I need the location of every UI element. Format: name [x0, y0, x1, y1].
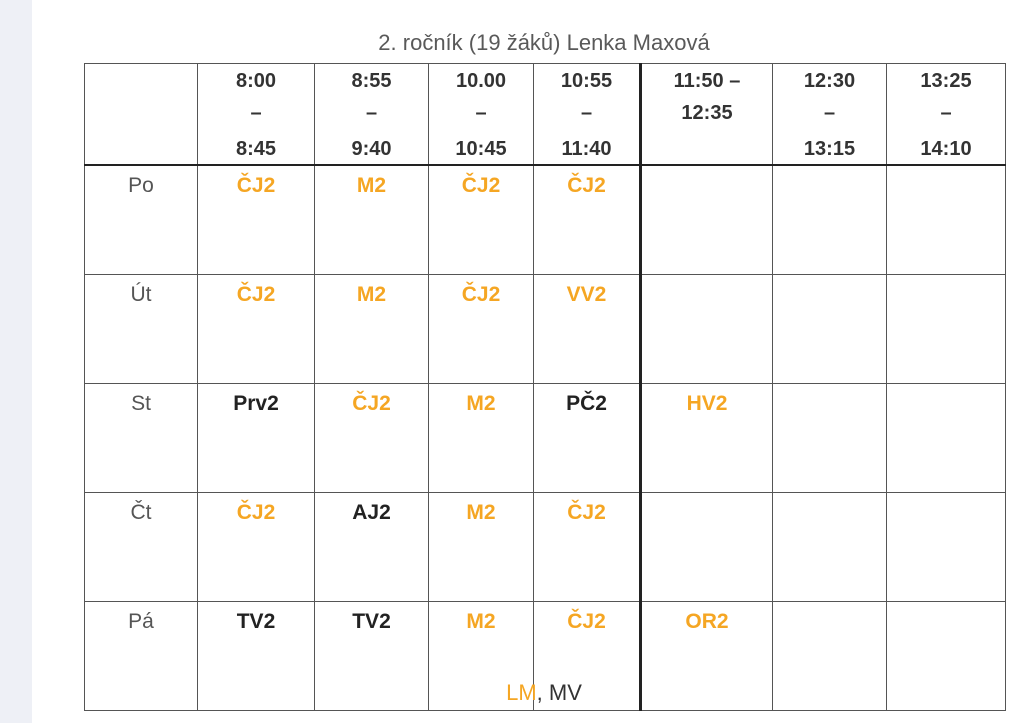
day-row [85, 493, 1006, 602]
period-end: 10:45 [455, 138, 507, 160]
lesson-cell [773, 493, 887, 602]
day-label: Út [85, 275, 198, 384]
period-start: 10:55 [560, 70, 613, 92]
left-margin-strip [0, 0, 32, 723]
lesson-cell [773, 275, 887, 384]
lesson-subject: M2 [466, 501, 496, 524]
lesson-cell [641, 275, 773, 384]
lesson-cell [534, 165, 641, 275]
period-end: 9:40 [351, 138, 392, 160]
lesson-subject: ČJ2 [461, 283, 501, 306]
timetable-body [85, 165, 1006, 711]
lesson-cell [429, 384, 534, 493]
lesson-subject: OR2 [685, 610, 729, 633]
lesson-subject: HV2 [686, 392, 728, 415]
header-corner-cell [85, 64, 198, 166]
lesson-cell [198, 275, 315, 384]
lesson-subject: TV2 [236, 610, 276, 633]
lesson-cell [198, 165, 315, 275]
period-end: 12:35 [681, 102, 733, 124]
period-header-2 [315, 64, 429, 166]
lesson-subject: M2 [356, 283, 387, 306]
initials-mv: MV [548, 680, 582, 705]
lesson-cell [534, 493, 641, 602]
lesson-subject: M2 [466, 392, 496, 415]
initials-separator: , [536, 680, 549, 705]
lesson-subject: ČJ2 [567, 610, 606, 633]
lesson-cell [887, 384, 1006, 493]
lesson-subject: ČJ2 [461, 174, 501, 197]
period-dash: – [580, 102, 593, 124]
lesson-cell [641, 165, 773, 275]
lesson-cell [315, 493, 429, 602]
period-header-4 [534, 64, 641, 166]
initials-lm: LM [506, 680, 537, 705]
period-dash: – [823, 102, 836, 124]
lesson-subject: ČJ2 [567, 174, 606, 197]
period-start: 8:00 [235, 70, 277, 92]
period-end: 13:15 [803, 138, 856, 160]
day-row [85, 384, 1006, 493]
lesson-cell [773, 165, 887, 275]
lesson-subject: M2 [356, 174, 387, 197]
period-start: 8:55 [351, 70, 392, 92]
lesson-subject: ČJ2 [236, 283, 276, 306]
lesson-subject: ČJ2 [352, 392, 391, 415]
lesson-cell [887, 493, 1006, 602]
day-label: St [85, 384, 198, 493]
teacher-initials [84, 680, 1004, 706]
lesson-cell [641, 384, 773, 493]
period-end: 14:10 [920, 138, 972, 160]
lesson-subject: AJ2 [352, 501, 391, 524]
lesson-subject: Prv2 [233, 392, 279, 415]
lesson-cell [641, 493, 773, 602]
period-end: 8:45 [235, 138, 277, 160]
period-end: 11:40 [561, 138, 612, 160]
lesson-subject: ČJ2 [236, 501, 276, 524]
period-header-row [85, 64, 1006, 166]
period-header-5 [641, 64, 773, 166]
period-header-6 [773, 64, 887, 166]
period-start: 11:50 – [673, 70, 741, 92]
lesson-cell [429, 165, 534, 275]
lesson-cell [315, 165, 429, 275]
period-start: 10.00 [455, 70, 507, 92]
lesson-cell [198, 493, 315, 602]
timetable-title: 2. ročník (19 žáků) Lenka Maxová [378, 30, 710, 55]
lesson-cell [429, 275, 534, 384]
day-label: Čt [85, 493, 198, 602]
lesson-cell [315, 384, 429, 493]
lesson-subject: ČJ2 [236, 174, 276, 197]
lesson-cell [429, 493, 534, 602]
period-header-7 [887, 64, 1006, 166]
lesson-subject: VV2 [566, 283, 607, 306]
period-dash: – [475, 102, 487, 124]
lesson-subject: TV2 [352, 610, 391, 633]
lesson-subject: PČ2 [566, 392, 607, 415]
lesson-subject: ČJ2 [567, 501, 606, 524]
period-header-1 [198, 64, 315, 166]
lesson-subject: M2 [466, 610, 496, 633]
period-start: 12:30 [803, 70, 856, 92]
day-row [85, 275, 1006, 384]
lesson-cell [315, 275, 429, 384]
period-header-3 [429, 64, 534, 166]
period-dash: – [365, 102, 378, 124]
lesson-cell [534, 384, 641, 493]
day-label: Pá [85, 602, 198, 711]
lesson-cell [198, 384, 315, 493]
lesson-cell [534, 275, 641, 384]
period-dash: – [940, 102, 952, 124]
lesson-cell [887, 275, 1006, 384]
day-label: Po [85, 165, 198, 275]
lesson-cell [773, 384, 887, 493]
period-dash: – [250, 102, 262, 124]
timetable [84, 63, 1006, 711]
lesson-cell [887, 165, 1006, 275]
period-start: 13:25 [920, 70, 972, 92]
day-row [85, 165, 1006, 275]
